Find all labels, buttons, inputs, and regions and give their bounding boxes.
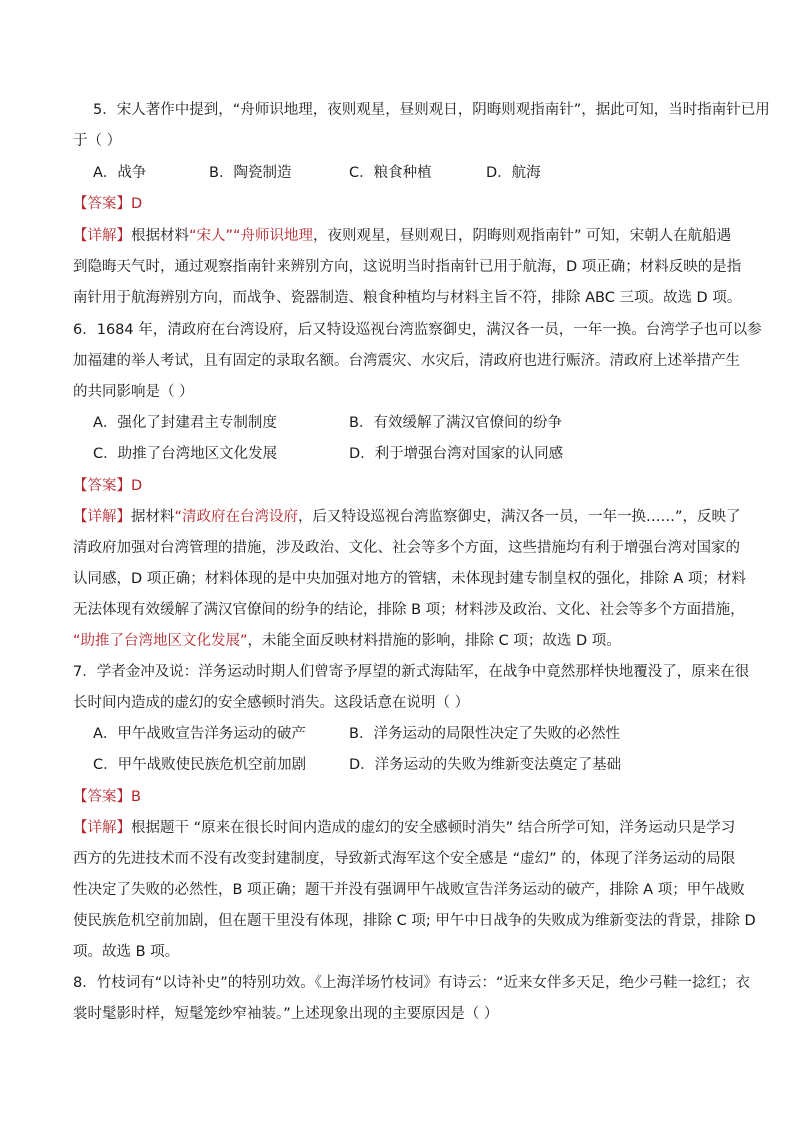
q5-option-d: D．航海: [486, 165, 541, 181]
q7-stem-line-2: 长时间内造成的虚幻的安全感顿时消失。这段话意在说明（ ）: [73, 695, 470, 711]
detail-text: ，夜则观星，昼则观日，阴晦则观指南针” 可知，宋朝人在航船遇: [313, 228, 732, 244]
q5-stem-line-2: 于（ ）: [73, 133, 122, 149]
q7-detail-line-1: [73, 818, 735, 838]
q7-option-a: A．甲午战败宣告洋务运动的破产: [93, 726, 306, 742]
detail-text: ，未能全面反映材料措施的影响，排除 C 项；故选 D 项。: [247, 633, 621, 649]
detail-text: 根据题干 “原来在很长时间内造成的虚幻的安全感顿时消失” 结合所学可知，洋务运动只是学习: [131, 820, 736, 836]
answer-value: D: [131, 478, 143, 494]
q6-stem-line-1: 6．1684 年，清政府在台湾设府，后又特设巡视台湾监察御史，满汉各一员，一年一换。台湾学子也可以参: [73, 322, 762, 338]
answer-value: D: [131, 196, 143, 212]
q6-option-a: A．强化了封建君主专制制度: [93, 415, 277, 431]
detail-quote: “助推了台湾地区文化发展”: [73, 633, 248, 649]
q8-stem-line-2: 裳时髦影时样，短髦笼纱窄袖装。”上述现象出现的主要原因是（ ）: [73, 1006, 499, 1022]
q6-detail-line-3: 认同感，D 项正确；材料体现的是中央加强对地方的管辖，未体现封建专制皇权的强化，排除 A 项；材料: [73, 571, 746, 587]
q7-detail-line-2: 西方的先进技术而不没有改变封建制度，导致新式海军这个安全感是 “虚幻” 的，体现了洋务运动的局限: [73, 851, 736, 867]
q6-detail-line-1: [73, 507, 741, 527]
q6-answer: [73, 476, 142, 496]
detail-text: 据材料: [131, 509, 175, 525]
q6-stem-line-2: 加福建的举人考试，且有固定的录取名额。台湾震灾、水灾后，清政府也进行赈济。清政府上述举措产生: [73, 353, 740, 369]
q7-answer: [73, 787, 141, 807]
detail-text: ，后又特设巡视台湾监察御史，满汉各一员，一年一换……”，反映了: [298, 509, 741, 525]
detail-tag: 【详解】: [73, 228, 131, 244]
q6-option-b: B．有效缓解了满汉官僚间的纷争: [349, 415, 562, 431]
q8-stem-line-1: 8．竹枝词有“以诗补史”的特别功效。《上海洋场竹枝词》有诗云：“近来女伴多天足，绝少弓鞋一捻红；衣: [73, 975, 751, 991]
detail-quote: “清政府在台湾设府: [174, 509, 299, 525]
q7-detail-line-4: 使民族危机空前加剧，但在题干里没有体现，排除 C 项; 甲午中日战争的失败成为维新变法的背景，排除 D: [73, 913, 756, 929]
detail-tag: 【详解】: [73, 820, 131, 836]
q6-detail-line-5: [73, 631, 621, 651]
q7-stem-line-1: 7．学者金冲及说：洋务运动时期人们曾寄予厚望的新式海陆军，在战争中竟然那样快地覆没了，原来在很: [73, 664, 750, 680]
detail-tag: 【详解】: [73, 509, 131, 525]
q5-stem-line-1: 5．宋人著作中提到，“舟师识地理，夜则观星，昼则观日，阴晦则观指南针”，据此可知，当时指南针已用: [93, 102, 770, 118]
q5-option-c: C．粮食种植: [349, 165, 432, 181]
answer-tag: 【答案】: [73, 196, 131, 212]
detail-text: 根据材料: [131, 228, 189, 244]
q5-detail-line-2: 到隐晦天气时，通过观察指南针来辨别方向，这说明当时指南针已用于航海，D 项正确；材料反映的是指: [73, 259, 742, 275]
answer-tag: 【答案】: [73, 478, 131, 494]
answer-value: B: [131, 789, 141, 805]
q6-stem-line-3: 的共同影响是（ ）: [73, 384, 194, 400]
q7-option-c: C．甲午战败使民族危机空前加剧: [93, 757, 307, 773]
q6-option-c: C．助推了台湾地区文化发展: [93, 446, 278, 462]
q7-detail-line-3: 性决定了失败的必然性，B 项正确；题干并没有强调甲午战败宣告洋务运动的破产，排除 A 项；甲午战败: [73, 882, 745, 898]
detail-quote: “宋人”“舟师识地理: [189, 228, 314, 244]
q7-detail-line-5: 项。故选 B 项。: [73, 944, 180, 960]
q5-answer: [73, 194, 142, 214]
answer-tag: 【答案】: [73, 789, 131, 805]
q7-option-b: B．洋务运动的局限性决定了失败的必然性: [349, 726, 620, 742]
q5-option-b: B．陶瓷制造: [209, 165, 292, 181]
q6-detail-line-2: 清政府加强对台湾管理的措施，涉及政治、文化、社会等多个方面，这些措施均有利于增强台湾对国家的: [73, 540, 740, 556]
q7-option-d: D．洋务运动的失败为维新变法奠定了基础: [349, 757, 622, 773]
q5-option-a: A．战争: [93, 165, 147, 181]
q5-detail-line-1: [73, 226, 731, 246]
q6-detail-line-4: 无法体现有效缓解了满汉官僚间的纷争的结论，排除 B 项；材料涉及政治、文化、社会等多个方面措施，: [73, 602, 745, 618]
q6-option-d: D．利于增强台湾对国家的认同感: [349, 446, 564, 462]
q5-detail-line-3: 南针用于航海辨别方向，而战争、瓷器制造、粮食种植均与材料主旨不符，排除 ABC 三项。故选 D 项。: [73, 290, 742, 306]
